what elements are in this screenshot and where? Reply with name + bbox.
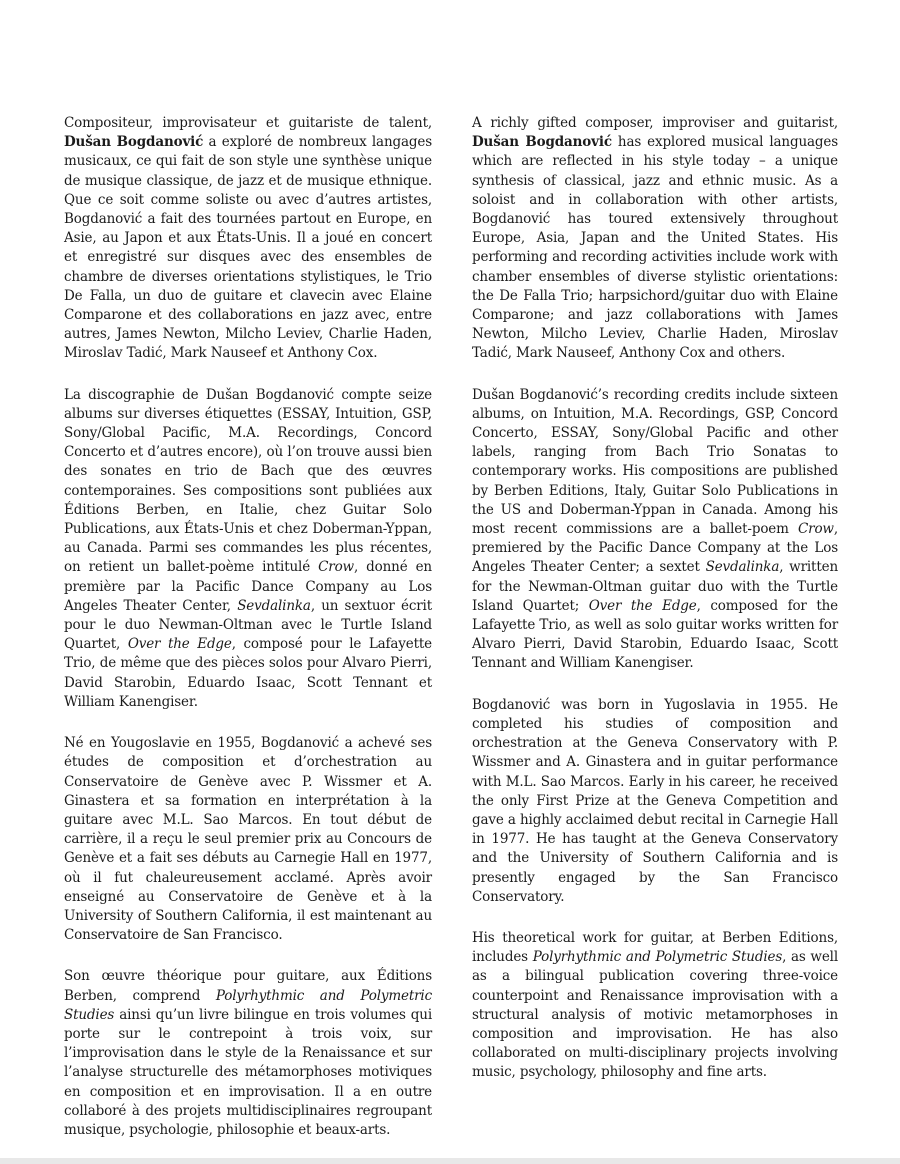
french-paragraph-theory xyxy=(64,967,432,1140)
paragraph-text: , composed for the Lafayette Trio, as well as solo guitar works written for Alvaro Pierri, David Starobin, Eduardo Isaac, Scott Tennant and William Kanengiser. xyxy=(472,597,838,672)
paragraph-text: , written for the Newman-Oltman guitar duo with the Turtle Island Quartet; xyxy=(472,559,838,614)
paragraph-text: , as well as a bilingual publication covering three-voice counterpoint and Renaissance improvisation with a structural analysis of motivic metamorphoses in composition and improvisation. He has also collaborated on multi-disciplinary projects involving music, psychology, philosophy and fine arts. xyxy=(472,949,838,1081)
work-title-studies: Polyrhythmic and Polymetric Studies xyxy=(64,987,432,1023)
french-column xyxy=(64,114,432,1162)
english-column xyxy=(472,114,838,1105)
work-title-over-the-edge: Over the Edge xyxy=(588,597,697,614)
french-paragraph-biography: Né en Yougoslavie en 1955, Bogdanović a achevé ses études de composition et d’orchestration au Conservatoire de Genève avec P. Wissmer et A. Ginastera et sa formation en interprétation à la guitare avec M.L. Sao Marcos. En tout début de carrière, il a reçu le seul premier prix au Concours de Genève et a fait ses débuts au Carnegie Hall en 1977, où il fut chaleureusement acclamé. Après avoir enseigné au Conservatoire de Genève et à la University of Southern California, il est maintenant au Conservatoire de San Francisco. xyxy=(64,735,432,944)
paragraph-text: has explored musical languages which are reflected in his style today – a unique synthesis of classical, jazz and ethnic music. As a soloist and in collaboration with other artists, Bogdanović has toured extensively throughout Europe, Asia, Japan and the United States. His performing and recording activities include work with chamber ensembles of diverse stylistic orientations: the De Falla Trio; harpsichord/guitar duo with Elaine Comparone; and jazz collaborations with James Newton, Milcho Leviev, Charlie Haden, Miroslav Tadić, Mark Nauseef, Anthony Cox and others. xyxy=(472,134,838,362)
page-bottom-edge xyxy=(0,1158,900,1164)
work-title-crow: Crow xyxy=(797,521,834,538)
paragraph-text: , composé pour le Lafayette Trio, de même que des pièces solos pour Alvaro Pierri, David Starobin, Eduardo Isaac, Scott Tennant et William Kanengiser. xyxy=(64,636,432,710)
composer-name: Dušan Bogdanović xyxy=(472,134,612,151)
paragraph-text: Son œuvre théorique pour guitare, aux Éditions Berben, comprend xyxy=(64,968,432,1004)
french-paragraph-discography xyxy=(64,386,432,712)
paragraph-text: , premiered by the Pacific Dance Company at the Los Angeles Theater Center; a sextet xyxy=(472,521,838,576)
english-paragraph-biography: Bogdanović was born in Yugoslavia in 1955. He completed his studies of composition and orchestration at the Geneva Conservatory with P. Wissmer and A. Ginastera and in guitar performance with M.L. Sao Marcos. Early in his career, he received the only First Prize at the Geneva Competition and gave a highly acclaimed debut recital in Carnegie Hall in 1977. He has taught at the Geneva Conservatory and the University of Southern California and is presently engaged by the San Francisco Conservatory. xyxy=(472,696,838,905)
work-title-crow: Crow xyxy=(318,559,354,576)
english-paragraph-intro xyxy=(472,114,838,364)
paragraph-text: a exploré de nombreux langages musicaux, ce qui fait de son style une synthèse unique de musique classique, de jazz et de musique ethnique. Que ce soit comme soliste ou avec d’autres artistes, Bogdanović a fait des tournées partout en Europe, en Asie, au Japon et aux États-Unis. Il a joué en concert et enregistré sur disques avec des ensembles de chambre de diverses orientations stylistiques, le Trio De Falla, un duo de guitare et clavecin avec Elaine Comparone et des collaborations en jazz avec, entre autres, James Newton, Milcho Leviev, Charlie Haden, Miroslav Tadić, Mark Nauseef et Anthony Cox. xyxy=(64,134,432,362)
intro-text: A richly gifted composer, improviser and guitarist, xyxy=(472,115,838,131)
english-paragraph-discography xyxy=(472,386,838,674)
paragraph-text: Dušan Bogdanović’s recording credits include sixteen albums, on Intuition, M.A. Recordings, GSP, Concord Concerto, ESSAY, Sony/Global Pacific and other labels, ranging from Bach Trio Sonatas to contemporary works. His compositions are published by Berben Editions, Italy, Guitar Solo Publications in the US and Doberman-Yppan in Canada. Among his most recent commissions are a ballet-poem xyxy=(472,386,838,538)
paragraph-text: La discographie de Dušan Bogdanović compte seize albums sur diverses étiquettes (ESSAY, Intuition, GSP, Sony/Global Pacific, M.A. Recordings, Concord Concerto et d’autres encore), où l’on trouve aussi bien des sonates en trio de Bach que des œuvres contemporaines. Ses compositions sont publiées aux Éditions Berben, en Italie, chez Guitar Solo Publications, aux États-Unis et chez Doberman-Yppan, au Canada. Parmi ses commandes les plus récentes, on retient un ballet-poème intitulé xyxy=(64,386,432,576)
intro-text: Compositeur, improvisateur et guitariste de talent, xyxy=(64,115,432,131)
composer-name: Dušan Bogdanović xyxy=(64,134,204,151)
paragraph-text: His theoretical work for guitar, at Berben Editions, includes xyxy=(472,929,838,966)
work-title-studies: Polyrhythmic and Polymetric Studies xyxy=(532,949,783,966)
work-title-sevdalinka: Sevdalinka xyxy=(237,597,311,614)
french-paragraph-intro xyxy=(64,114,432,364)
work-title-sevdalinka: Sevdalinka xyxy=(705,559,780,576)
english-paragraph-theory xyxy=(472,929,838,1083)
paragraph-text: , donné en première par la Pacific Dance Company au Los Angeles Theater Center, xyxy=(64,559,432,614)
paragraph-text: ainsi qu’un livre bilingue en trois volumes qui porte sur le contrepoint à trois voix, sur l’improvisation dans le style de la Renaissance et sur l’analyse structurelle des métamorphoses motiviques en composition et en improvisation. Il a en outre collaboré à des projets multidisciplinaires regroupant musique, psychologie, philosophie et beaux-arts. xyxy=(64,1006,432,1138)
paragraph-text: , un sextuor écrit pour le duo Newman-Oltman avec le Turtle Island Quartet, xyxy=(64,597,432,653)
work-title-over-the-edge: Over the Edge xyxy=(127,636,232,653)
